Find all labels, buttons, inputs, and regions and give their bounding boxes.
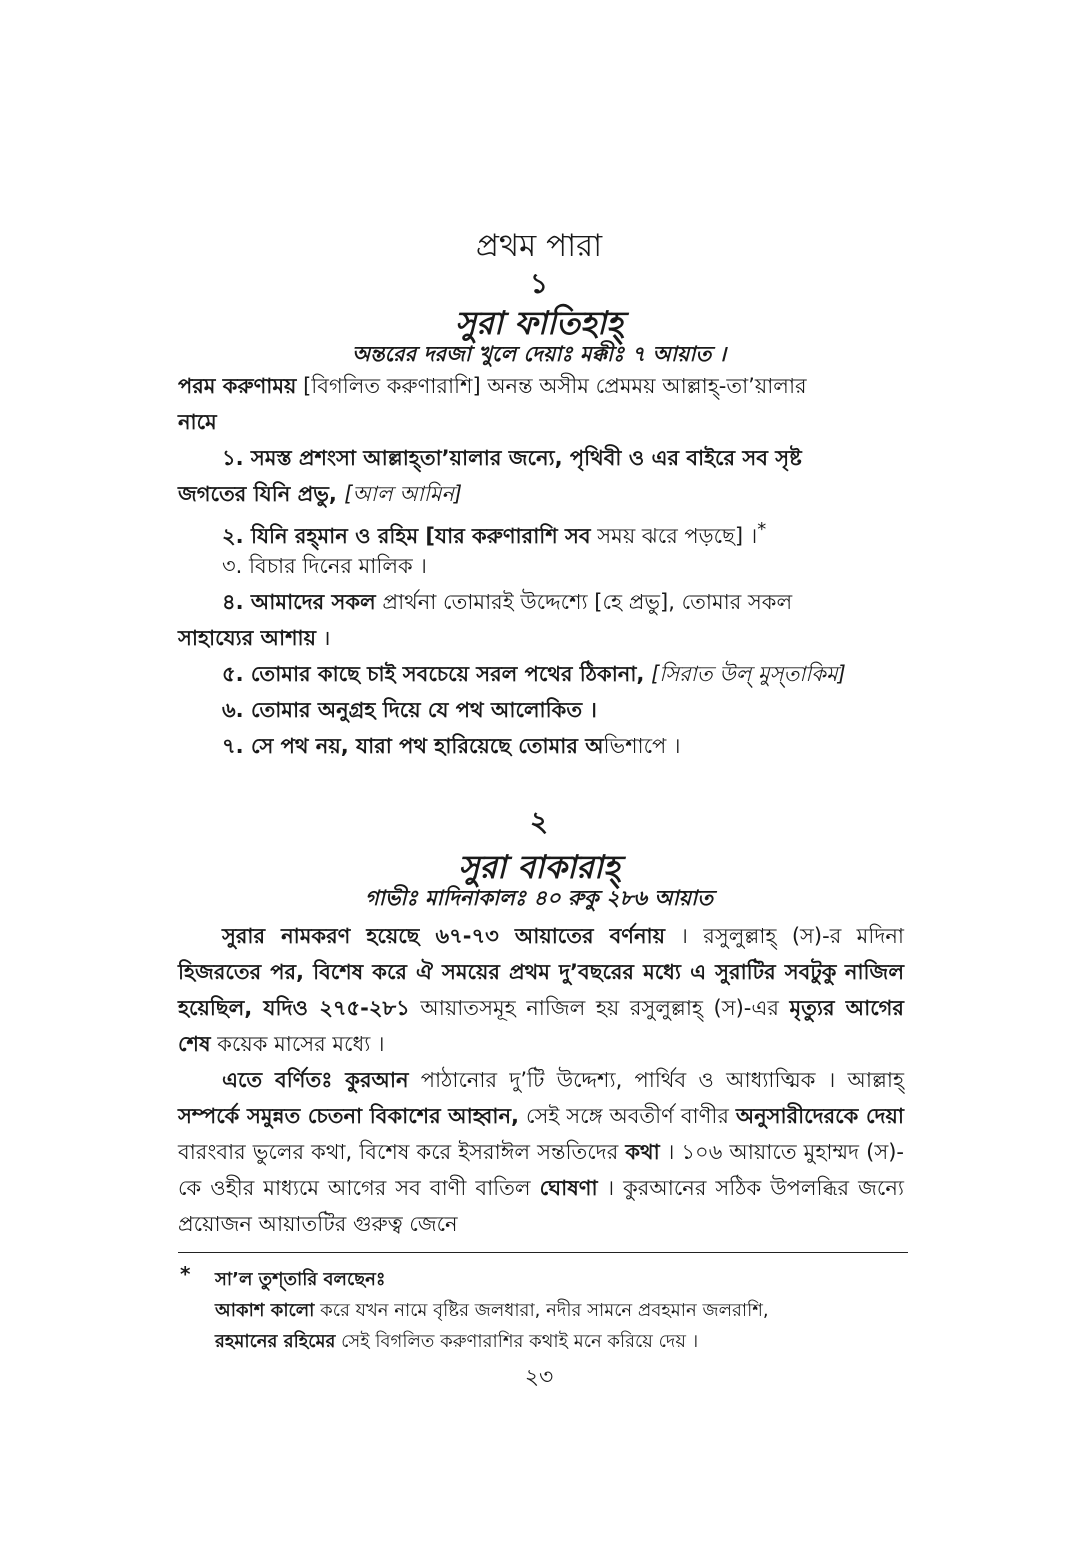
surah-number-2: ২	[529, 805, 549, 838]
footnote-star: *	[180, 1262, 191, 1286]
p2-text-1: পাঠানোর দু’টি উদ্দেশ্য, পার্থিব ও আধ্যাত্মিক । আল্লাহ্	[408, 1068, 904, 1092]
verse-1-text: ১. সমস্ত প্রশংসা আল্লাহ্‌তা’য়ালার জন্যে, পৃথিবী ও এর বাইরে সব সৃষ্ট	[222, 446, 802, 470]
verse-1-cont: জগতের যিনি প্রভু,	[178, 482, 345, 506]
p2-text-4: । ১০৬ আয়াতে মুহাম্মদ (স)-কে ওহীর মাধ্যমে আগের সব বাণী বাতিল	[178, 1140, 904, 1200]
page-number: ২৩	[524, 1365, 554, 1390]
bismillah-end: নামে	[178, 410, 217, 434]
footnote	[215, 1264, 908, 1357]
p1-text-3: আয়াতসমূহ নাজিল হয় রসুলুল্লাহ্ (স)-এর	[409, 996, 779, 1020]
p1-bold-3: নাজিল হয়েছিল, যদিও ২৭৫-২৮১	[178, 960, 904, 1020]
verse-3-text: ৩. বিচার দিনের মালিক ।	[222, 554, 427, 578]
bismillah-paragraph	[178, 368, 904, 440]
surah-title-1: সুরা ফাতিহাহ্	[455, 304, 623, 342]
p2-bold-4: কথা	[625, 1140, 660, 1164]
verse-2-bold: ২. যিনি রহ্‌মান ও রহিম [যার করুণারাশি সব	[222, 524, 591, 548]
p1-bold-1: সুরার নামকরণ হয়েছে ৬৭-৭৩ আয়াতের বর্ণনায়	[222, 924, 665, 948]
verse-4-text: প্রার্থনা তোমারই উদ্দেশ্যে [হে প্রভু], তোমার সকল	[375, 590, 793, 614]
p2-text-3: বারংবার ভুলের কথা, বিশেষ করে ইসরাঈল সন্ততিদের	[178, 1140, 619, 1164]
footnote-text-2: করে যখন নামে বৃষ্টির জলধারা, নদীর সামনে প্রবহমান জলরাশি,	[314, 1300, 769, 1321]
p1-bold-4: মৃত্যুর আগের শেষ	[178, 996, 904, 1056]
surah-subtitle-1: অন্তরের দরজা খুলে দেয়াঃ মক্কীঃ ৭ আয়াত ।	[351, 342, 727, 366]
footnote-attribution: সা’ল তুশ্‌তারি বলছেনঃ	[215, 1269, 386, 1290]
verse-6	[222, 692, 904, 728]
surah-number-1: ১	[529, 267, 549, 300]
part-title: প্রথম পারা	[475, 228, 603, 264]
p1-text-4: কয়েক মাসের মধ্যে ।	[210, 1032, 385, 1056]
verse-7-bold: ৭. সে পথ নয়, যারা পথ হারিয়েছে তোমার অ	[222, 734, 604, 758]
footnote-text-3: সেই বিগলিত করুণারাশির কথাই মনে করিয়ে দেয় ।	[335, 1331, 699, 1352]
verse-4-cont: সাহায্যের আশায়	[178, 626, 316, 650]
verse-7	[222, 728, 904, 764]
content-paragraph	[178, 1062, 904, 1242]
verse-4	[178, 584, 904, 656]
footnote-divider	[178, 1252, 908, 1253]
verse-5-italic: [সিরাত উল্ মুস্‌তাকিম]	[644, 662, 846, 686]
bismillah-line-2	[178, 404, 904, 440]
verse-7-text: ভিশাপে ।	[603, 734, 681, 758]
bismillah-text: [বিগলিত করুণারাশি] অনন্ত অসীম প্রেমময় আল্লাহ্-তা’য়ালার	[296, 374, 807, 398]
verse-5-bold: ৫. তোমার কাছে চাই সবচেয়ে সরল পথের ঠিকানা,	[222, 662, 645, 686]
p2-text-5: । কুরআনের সঠিক উপলব্ধির জন্যে প্রয়োজন আয়াতটির গুরুত্ব জেনে	[178, 1176, 904, 1236]
verse-1	[178, 440, 904, 512]
p2-bold-2: সম্পর্কে সমুন্নত চেতনা বিকাশের আহ্বান,	[178, 1104, 519, 1128]
footnote-bold-3: রহমানের রহিমের	[215, 1331, 336, 1352]
verse-4-bold: ৪. আমাদের সকল	[222, 590, 376, 614]
p2-bold-1: এতে বর্ণিতঃ কুরআন	[222, 1068, 409, 1092]
footnote-bold-2: আকাশ কালো	[215, 1300, 315, 1321]
naming-paragraph	[178, 918, 904, 1062]
p2-bold-3: অনুসারীদেরকে দেয়া	[735, 1104, 904, 1128]
verse-6-text: ৬. তোমার অনুগ্রহ দিয়ে যে পথ আলোকিত ।	[222, 698, 597, 722]
p2-bold-5: ঘোষণা	[539, 1176, 598, 1200]
surah-title-2: সুরা বাকারাহ্	[458, 848, 620, 886]
bismillah-bold: পরম করুণাময়	[178, 374, 297, 398]
p1-bold-2: হিজরতের পর, বিশেষ করে ঐ সময়ের প্রথম দু’বছরের মধ্যে এ সুরাটির সবটুকু	[178, 960, 837, 984]
verse-2-text: সময় ঝরে পড়ছে] ।	[590, 524, 758, 548]
p1-text-1: । রসুলুল্লাহ্ (স)-র মদিনা	[664, 924, 904, 948]
surah-subtitle-2: গাভীঃ মাদিনাকালঃ ৪০ রুকু ২৮৬ আয়াত	[364, 886, 714, 910]
verse-4-end: ।	[315, 626, 331, 650]
bismillah-line-1	[178, 368, 904, 404]
verse-5	[222, 656, 904, 692]
p2-text-2: সেই সঙ্গে অবতীর্ণ বাণীর	[518, 1104, 729, 1128]
verse-1-italic: [আল আমিন]	[344, 482, 463, 506]
footnote-marker: *	[757, 519, 767, 540]
verse-3	[222, 548, 904, 584]
